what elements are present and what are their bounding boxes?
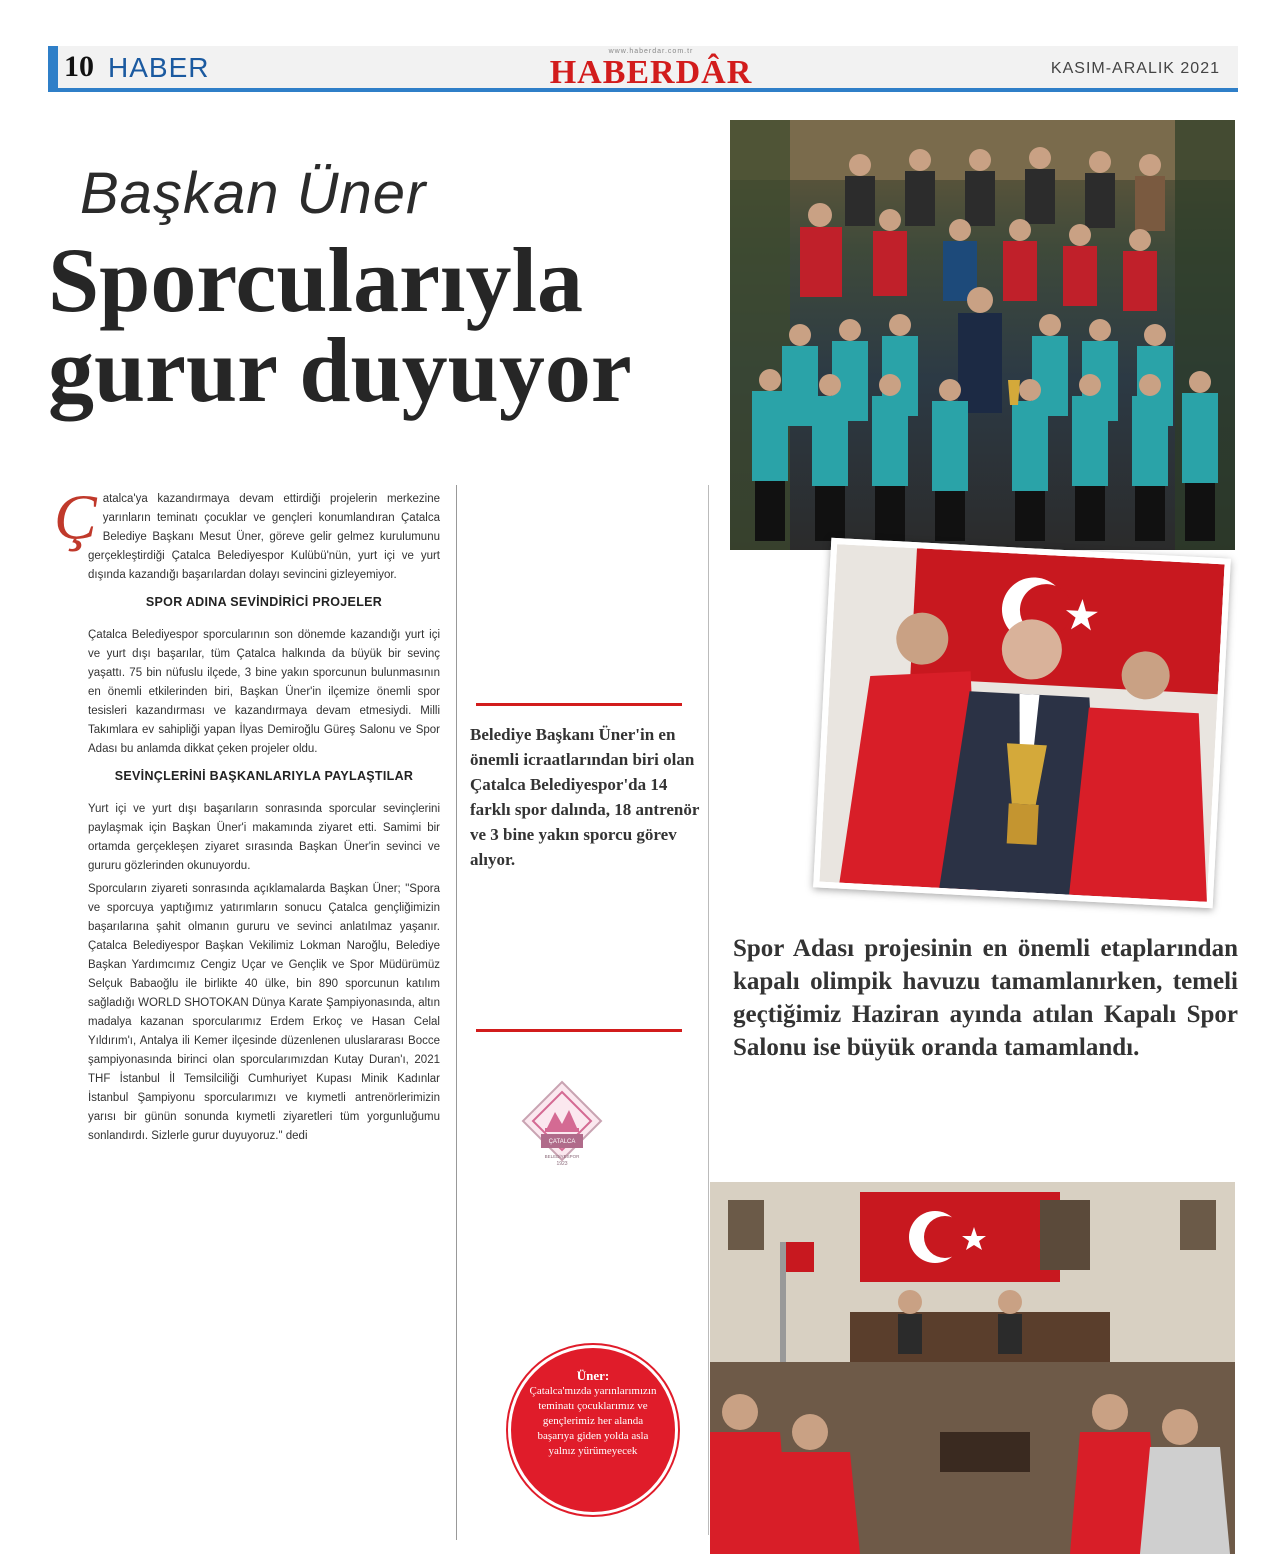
pullquote-rule-top [476,703,682,706]
subheading-1: SPOR ADINA SEVİNDİRİCİ PROJELER [145,595,383,609]
pullquote: Belediye Başkanı Üner'in en önemli icraatlarından biri olan Çatalca Belediyespor'da 14 farklı spor dalında, 18 antrenör ve 3 bine yakın sporcu görev alıyor. [470,725,700,869]
dropcap: Ç [54,481,97,552]
office-visit-photo [710,1182,1235,1554]
issue-date: KASIM-ARALIK 2021 [1050,60,1220,77]
article-body [54,481,440,1150]
trophy-photo [813,538,1231,908]
page-number: 10 [64,50,94,83]
brand-url: www.haberdar.com.tr [608,48,694,55]
headline-line-1: Sporcularıyla [48,229,584,331]
logo-sub: BELEDİYESPOR [544,1154,580,1159]
logo-name: ÇATALCA [548,1139,576,1145]
team-group-graphic [730,120,1235,550]
column-divider [456,485,457,1540]
section-label: HABER [108,52,210,83]
badge-title: Üner: [576,1368,610,1383]
logo-year: 1923 [556,1161,568,1167]
feature-quote: Spor Adası projesinin en önemli etaplarından kapalı olimpik havuzu tamamlanırken, temeli geçtiğimiz Haziran ayında atılan Kapalı Spor Salonu ise büyük oranda tamamlandı. [733,935,1238,1061]
paragraph-3: Sporcuların ziyareti sonrasında açıklamalarda Başkan Üner; "Spora ve sporcuya yaptığımız yatırımların sonucu Çatalca gençliğimizin başarılarına şahit olmanın gururu ve sevinci anlatılmaz yaşanır. Çatalca Belediyespor Başkan Vekilimiz Lokman Naroğlu, Belediye Başkan Yardımcımız Cengiz Uçar ve Gençlik ve Spor Müdürümüz Selçuk Babaoğlu ile birlikte 40 ülke, bin 890 sporcunun katılım sağladığı WORLD SHOTOKAN Dünya Karate Şampiyonasında, altın madalya kazanan sporcularımız Erdem Erkoç ve Hasan Celal Yıldırım'ı, Antalya ili Kemer ilçesinde düzenlenen uluslararası Bocce şampiyonasında birinci olan sporcularımızdan Kutay Duran'ı, 2021 THF İstanbul İl Temsilciliği Cumhuriyet Kupası Minik Kadınlar İstanbul Şampiyonu sporcularımızı ve kıymetli antrenörlerimizin yarısı bir günün sonunda kıymetli ziyaretleri tüm yorgunluğumu sonlandırdı. Sizlerle gurur duyuyoruz." dedi [88,883,440,1142]
column-divider-2 [708,485,709,1535]
paragraph-1: Çatalca Belediyespor sporcularının son dönemde kazandığı yurt içi ve yurt dışı başarılar, tüm Çatalca halkında da büyük bir sevinç yaşattı. 75 bin nüfuslu ilçede, 3 bine yakın sporcunun bulunmasının en önemli etkilerinden biri, Başkan Üner'in ilçemize önemli spor tesisleri kazandırması ve kazandırmaya devam etmesiydi. Milli Takımlara ev sahipliği yapan İlyas Demiroğlu Güreş Salonu ve Spor Adası bu anlamda dikkat çeken projeler oldu. [88,629,440,755]
headline-line-2: gurur duyuyor [48,319,632,421]
trophy-photo-graphic [819,544,1224,902]
club-logo-graphic [517,1076,607,1186]
subheading-2: SEVİNÇLERİNİ BAŞKANLARIYLA PAYLAŞTILAR [114,769,414,783]
headline [48,229,718,421]
headline-kicker: Başkan Üner [80,161,427,226]
quote-badge [508,1345,678,1515]
club-logo [517,1076,607,1186]
office-visit-graphic [710,1182,1235,1554]
paragraph-2: Yurt içi ve yurt dışı başarıların sonrasında sporcular sevinçlerini paylaşmak için Başkan Üner'i makamında ziyaret etti. Samimi bir ortamda gerçekleşen ziyaret sırasında Başkan Üner'in sevinci ve gururu gözlerinden okunuyordu. [88,803,440,872]
badge-text: Çatalca'mızda yarınlarımızın teminatı çocuklarımız ve gençlerimiz her alanda başarıya giden yolda asla yalnız yürümeyecek [529,1385,657,1457]
intro-paragraph [54,481,440,585]
page-header [48,46,1238,94]
brand-logo [541,48,761,92]
header-accent [48,46,58,92]
intro-text: atalca'ya kazandırmaya devam ettirdiği projelerin merkezine yarınların teminatı çocuklar ve gençleri konumlandıran Çatalca Belediye Başkanı Mesut Üner, göreve gelir gelmez kurulumunu gerçekleştirdiği Çatalca Belediyespor Kulübü'nün, yurt içi ve yurt dışında kazandığı başarılardan dolayı sevincini gizleyemiyor. [88,493,440,581]
pullquote-rule-bottom [476,1029,682,1032]
brand-name: HABERDÂR [549,54,753,91]
team-group-photo [730,120,1235,550]
